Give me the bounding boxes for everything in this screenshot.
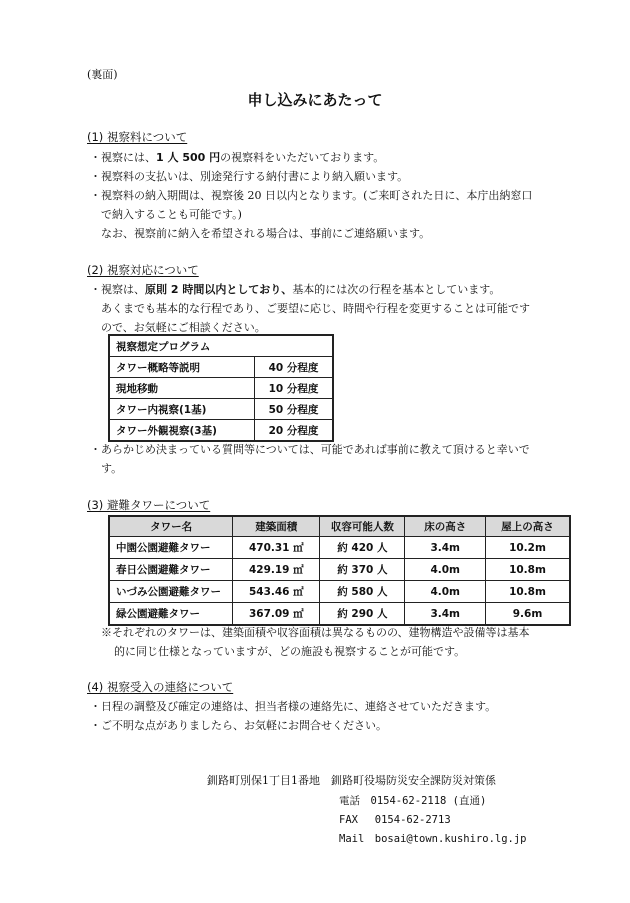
section-2-heading: (2) 視察対応について <box>87 263 199 277</box>
table-cell: 約 370 人 <box>320 559 405 581</box>
table-cell: 春日公園避難タワー <box>109 559 233 581</box>
s1-line-1-post: の視察料をいただいております。 <box>220 151 385 164</box>
program-table-title: 視察想定プログラム <box>109 335 333 357</box>
table-cell: 緑公園避難タワー <box>109 603 233 626</box>
table-cell: 9.6m <box>485 603 570 626</box>
s1-line-3: ・視察料の納入期間は、視察後 20 日以内となります。(ご来町された日に、本庁出納窓口 <box>90 189 533 202</box>
column-header: タワー名 <box>109 516 233 537</box>
s1-line-1 <box>90 149 384 165</box>
table-cell: 10.8m <box>485 559 570 581</box>
program-time: 20 分程度 <box>255 420 334 442</box>
table-cell: 4.0m <box>405 581 486 603</box>
s2-line-3: ので、お気軽にご相談ください。 <box>101 321 266 334</box>
program-table <box>108 334 334 442</box>
footer-address: 釧路町別保1丁目1番地 釧路町役場防災安全課防災対策係 <box>207 774 496 787</box>
table-cell: 10.8m <box>485 581 570 603</box>
table-row <box>109 537 570 559</box>
table-cell: 3.4m <box>405 537 486 559</box>
footer-fax: FAX 0154-62-2713 <box>339 814 451 826</box>
table-cell: 470.31 ㎡ <box>233 537 320 559</box>
table-cell: 約 420 人 <box>320 537 405 559</box>
s2-line-2: あくまでも基本的な行程であり、ご要望に応じ、時間や行程を変更することは可能です <box>101 302 530 315</box>
table-row <box>109 420 333 442</box>
s2-line-1-pre: ・視察は、 <box>90 283 145 296</box>
table-cell: 4.0m <box>405 559 486 581</box>
column-header: 収容可能人数 <box>320 516 405 537</box>
s1-line-4: で納入することも可能です。) <box>101 208 242 221</box>
s1-fee-amount: 1 人 500 円 <box>156 151 221 164</box>
table-cell: 約 290 人 <box>320 603 405 626</box>
program-item: タワー概略等説明 <box>109 357 255 378</box>
table-row <box>109 399 333 420</box>
tower-table <box>108 515 571 626</box>
s2-line-5: す。 <box>101 462 123 475</box>
s1-line-1-pre: ・視察には、 <box>90 151 156 164</box>
section-3-heading: (3) 避難タワーについて <box>87 498 211 512</box>
table-cell: いづみ公園避難タワー <box>109 581 233 603</box>
s3-note-1: ※それぞれのタワーは、建築面積や収容面積は異なるものの、建物構造や設備等は基本 <box>101 626 530 639</box>
table-cell: 3.4m <box>405 603 486 626</box>
s2-line-4: ・あらかじめ決まっている質問等については、可能であれば事前に教えて頂けると幸いで <box>90 443 530 456</box>
footer-mail: Mail bosai@town.kushiro.lg.jp <box>339 833 527 845</box>
table-cell: 10.2m <box>485 537 570 559</box>
table-row <box>109 581 570 603</box>
table-cell: 429.19 ㎡ <box>233 559 320 581</box>
table-cell: 約 580 人 <box>320 581 405 603</box>
table-cell: 367.09 ㎡ <box>233 603 320 626</box>
program-item: 現地移動 <box>109 378 255 399</box>
table-header-row <box>109 516 570 537</box>
s1-line-5: なお、視察前に納入を希望される場合は、事前にご連絡願います。 <box>101 227 431 240</box>
table-row <box>109 603 570 626</box>
s2-line-1 <box>90 281 500 297</box>
program-time: 50 分程度 <box>255 399 334 420</box>
page-title: 申し込みにあたって <box>247 91 383 109</box>
s3-note-2: 的に同じ仕様となっていますが、どの施設も視察することが可能です。 <box>114 645 466 658</box>
table-row <box>109 357 333 378</box>
program-item: タワー外観視察(3基) <box>109 420 255 442</box>
table-cell: 中園公園避難タワー <box>109 537 233 559</box>
column-header: 屋上の高さ <box>485 516 570 537</box>
section-4-heading: (4) 視察受入の連絡について <box>87 680 234 694</box>
column-header: 床の高さ <box>405 516 486 537</box>
s2-line-1-post: 基本的には次の行程を基本としています。 <box>292 283 501 296</box>
s1-line-2: ・視察料の支払いは、別途発行する納付書により納入願います。 <box>90 170 409 183</box>
program-item: タワー内視察(1基) <box>109 399 255 420</box>
table-cell: 543.46 ㎡ <box>233 581 320 603</box>
reverse-side-label: (裏面) <box>87 68 118 81</box>
table-row <box>109 559 570 581</box>
s4-line-2: ・ご不明な点がありましたら、お気軽にお問合せください。 <box>90 719 387 732</box>
program-time: 40 分程度 <box>255 357 334 378</box>
section-1-heading: (1) 視察料について <box>87 130 188 144</box>
s4-line-1: ・日程の調整及び確定の連絡は、担当者様の連絡先に、連絡させていただきます。 <box>90 700 497 713</box>
footer-tel: 電話 0154-62-2118 (直通) <box>339 795 487 807</box>
program-time: 10 分程度 <box>255 378 334 399</box>
column-header: 建築面積 <box>233 516 320 537</box>
table-row <box>109 378 333 399</box>
s2-time-limit: 原則 2 時間以内としており、 <box>145 283 293 296</box>
